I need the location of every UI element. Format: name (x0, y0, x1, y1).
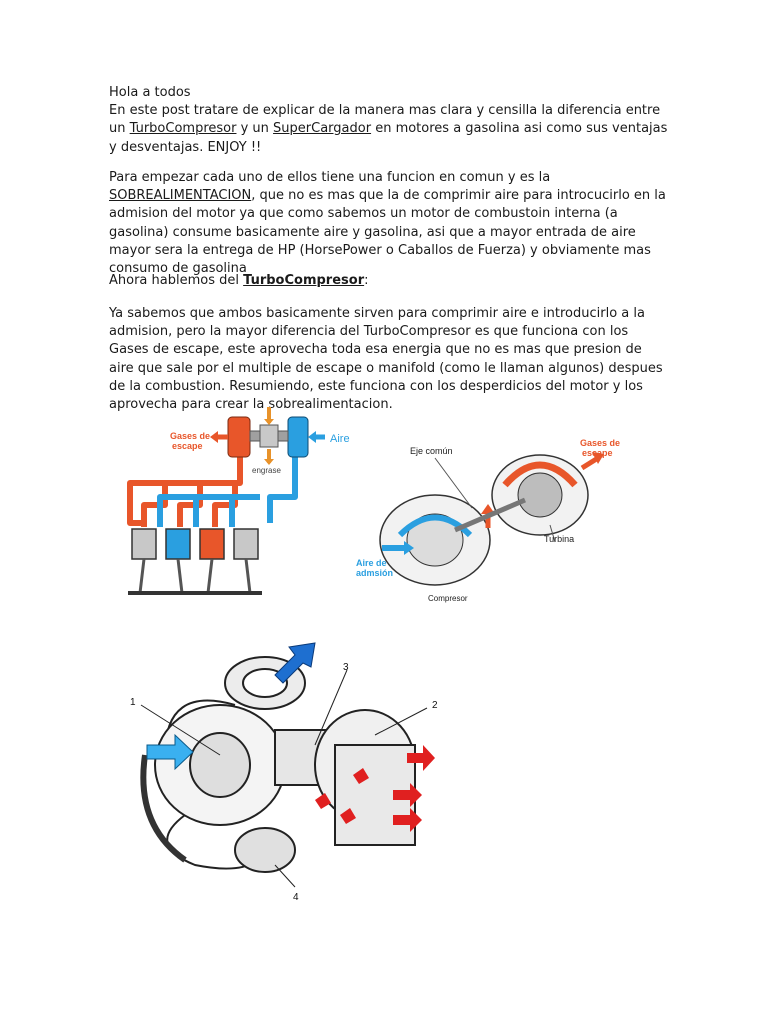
callout-1: 1 (130, 697, 136, 708)
intro-and: y un (236, 121, 274, 137)
callout-3: 3 (343, 662, 349, 673)
turbine-housing (481, 452, 604, 535)
turbo-schematic-figure (110, 405, 360, 605)
sobrealimentacion-paragraph (109, 169, 669, 278)
para2-after: , que no es mas que la de comprimir aire para introcucirlo en la admision del motor ya que como sabemos un motor de combustoin interna (a gasolina) consume basicamente aire y gasolina, asi que a mayor entrada de aire mayor sera la entrega de HP (HorsePower o Caballos de Fuerza) y obviamente mas consumo de gasolina (109, 188, 666, 277)
turbo-schematic-svg (110, 405, 360, 605)
turbo-drawing-figure (125, 625, 455, 905)
intro-text (109, 102, 669, 157)
turbo-drawing-svg (125, 625, 455, 905)
intro-line1: En este post tratare de explicar de la manera mas clara y censilla la diferencia entre un (109, 103, 661, 137)
fig2-aire-line2: admsión (356, 568, 394, 578)
callout-4: 4 (293, 892, 299, 903)
fig1-aire-label: Aire (330, 433, 350, 445)
para2-before: Para empezar cada uno de ellos tiene una funcion en comun y es la (109, 170, 551, 185)
fig1-gases-line1: Gases de (170, 431, 211, 441)
para3-text: Ya sabemos que ambos basicamente sirven para comprimir aire e introducirlo a la admision, pero la mayor diferencia del TurboCompresor es que funciona con los Gases de escape, este aprovecha toda esa energia que no es mas que presion de aire que sale por el multiple de escape o manifold (como le llaman algunos) despues de la combustion. Resumiendo, este funciona con los desperdicios del motor y los aprovecha para crear la sobrealimentacion. (109, 306, 663, 413)
turbo-paragraph (109, 305, 669, 414)
turbo-cutaway-svg (356, 430, 630, 610)
fig2-gases-line1: Gases de (580, 438, 621, 448)
heading-prefix: Ahora hablemos del (109, 273, 244, 288)
turbo-body (143, 657, 415, 872)
engine-cylinders (128, 529, 262, 593)
fig2-compresor-label: Compresor (428, 594, 468, 603)
fig2-turbina-label: Turbina (544, 534, 575, 544)
fig1-engrase-label: engrase (252, 466, 281, 475)
fig1-gases-line2: escape (172, 441, 203, 451)
term-turbocompresor: TurboCompresor (129, 121, 237, 137)
greeting: Hola a todos (109, 85, 191, 100)
heading-suffix: : (364, 273, 369, 288)
fig2-aire-line1: Aire de (356, 558, 387, 568)
fig2-gases-line2: escape (582, 448, 613, 458)
callout-2: 2 (432, 700, 438, 711)
compressor-housing (380, 495, 490, 585)
fig2-eje-label: Eje común (410, 446, 453, 456)
intro-paragraph (109, 84, 669, 157)
para2-text (109, 169, 669, 278)
term-supercargador: SuperCargador (273, 121, 372, 137)
section-heading (109, 272, 669, 290)
heading-text (109, 272, 669, 290)
turbo-unit (210, 407, 325, 465)
heading-term: TurboCompresor (243, 273, 365, 288)
intro-rest: en motores a gasolina asi como sus ventajas y desventajas. ENJOY !! (109, 121, 668, 155)
exhaust-manifold (130, 440, 240, 527)
turbo-cutaway-figure (356, 430, 630, 610)
term-sobrealimentacion: SOBREALIMENTACION (109, 188, 252, 204)
